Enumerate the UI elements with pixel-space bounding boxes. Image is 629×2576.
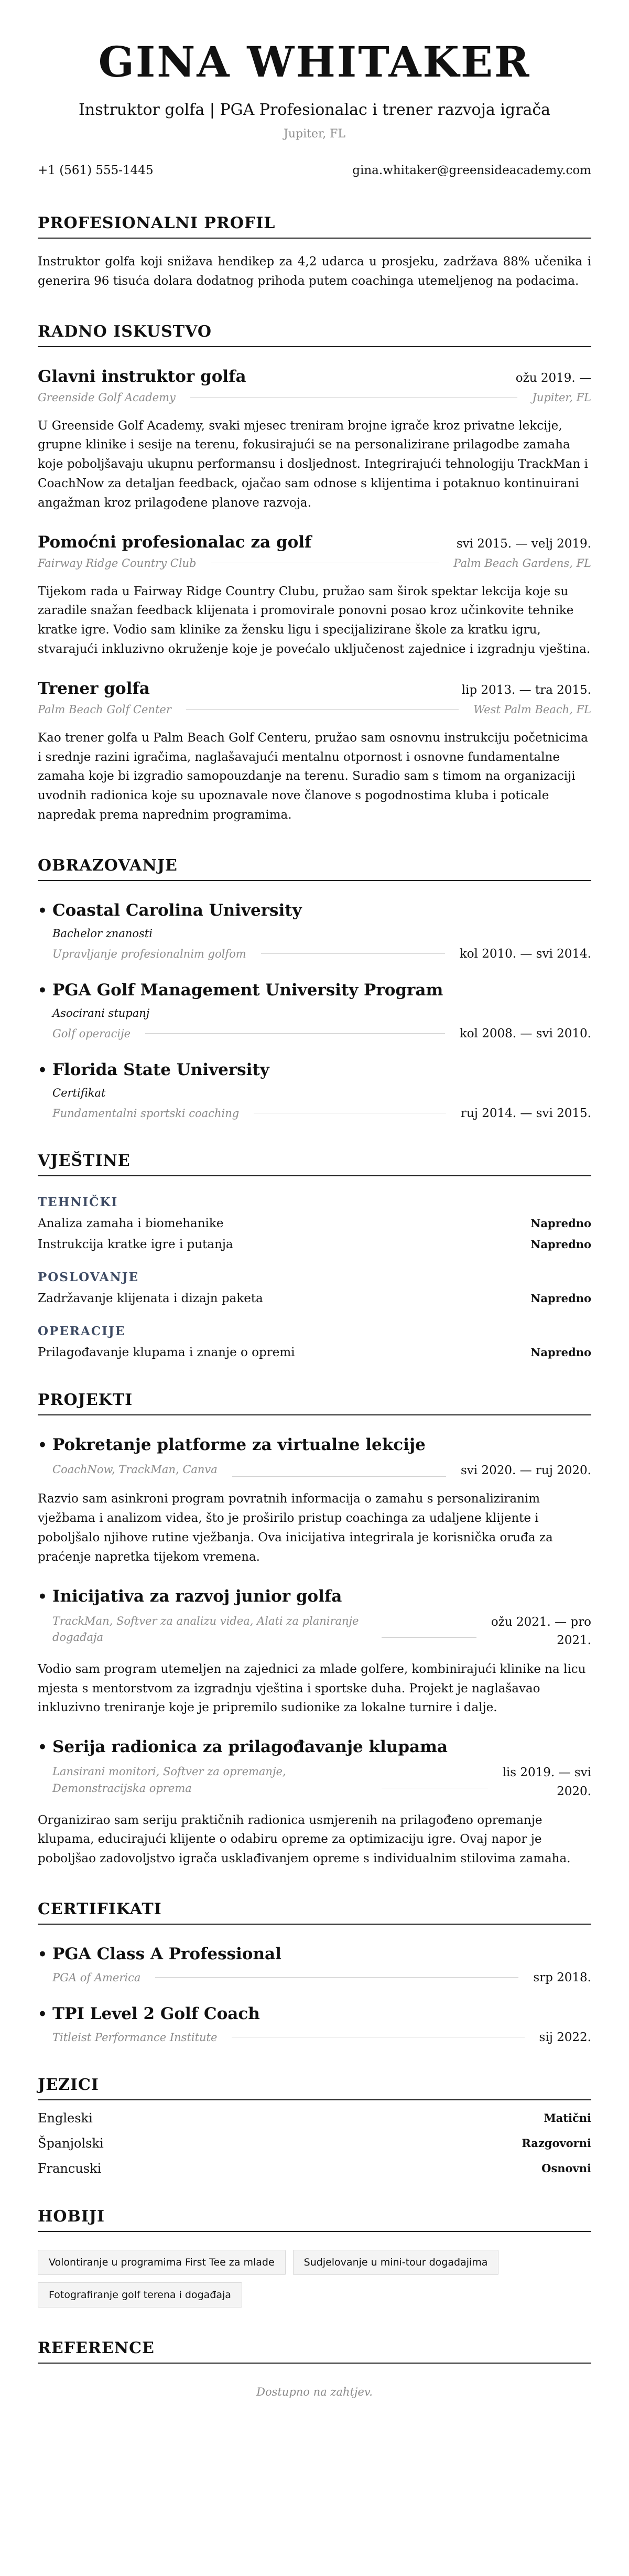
leader-line bbox=[145, 1033, 445, 1034]
candidate-name: GINA WHITAKER bbox=[98, 37, 531, 87]
skill-row bbox=[38, 1292, 591, 1305]
school-name: Coastal Carolina University bbox=[52, 900, 302, 920]
certificate-date: srp 2018. bbox=[533, 1970, 591, 1984]
job-entry bbox=[38, 679, 591, 825]
language-name: Španjolski bbox=[38, 2135, 104, 2151]
certificate-name: TPI Level 2 Golf Coach bbox=[52, 2004, 260, 2023]
skill-level: Napredno bbox=[530, 1291, 591, 1305]
education-date: kol 2008. — svi 2010. bbox=[459, 1026, 591, 1040]
education-entry bbox=[38, 981, 591, 1040]
project-date-line: 2021. bbox=[557, 1634, 591, 1648]
job-entry bbox=[38, 533, 591, 659]
leader-line bbox=[382, 1637, 476, 1638]
profile-section bbox=[38, 214, 591, 291]
bullet-icon: • bbox=[38, 1738, 47, 1756]
project-description: Organizirao sam seriju praktičnih radionica usmjerenih na prilagođeno opremanje klupama, educirajući klijente o odabiru opreme za optimizaciju igre. Ovaj napor je poboljšao zadovoljstvo igrača usklađivanjem opreme s individualnim stilovima zamaha. bbox=[38, 1813, 571, 1866]
leader-line bbox=[190, 397, 518, 398]
section-title: VJEŠTINE bbox=[38, 1152, 591, 1176]
job-date: svi 2015. — velj 2019. bbox=[456, 536, 591, 551]
job-company: Palm Beach Golf Center bbox=[38, 703, 171, 716]
candidate-title: Instruktor golfa | PGA Profesionalac i trener razvoja igrača bbox=[78, 101, 551, 119]
certificate-date: sij 2022. bbox=[539, 2030, 591, 2044]
project-entry bbox=[38, 1587, 591, 1718]
language-name: Engleski bbox=[38, 2110, 93, 2126]
project-entry bbox=[38, 1737, 591, 1869]
language-level: Matični bbox=[544, 2111, 591, 2125]
education-date: kol 2010. — svi 2014. bbox=[459, 947, 591, 961]
hobby-tag: Volontiranje u programima First Tee za mlade bbox=[38, 2250, 286, 2275]
field-of-study: Fundamentalni sportski coaching bbox=[52, 1107, 240, 1120]
skills-section bbox=[38, 1152, 591, 1359]
job-description: Tijekom rada u Fairway Ridge Country Clubu, pružao sam širok spektar lekcija koje su zaradile snažan feedback klijenata i promovirale ponovni posao kroz učinkovite tehnike kratke igre. Vodio sam klinike za žensku ligu i specijalizirane škole za kratku igru, stvarajući inkluzivno okruženje koje je povećalo uključenost zajednice i izgradnju vještina. bbox=[38, 584, 591, 656]
bullet-icon: • bbox=[38, 901, 47, 919]
certificates-section bbox=[38, 1900, 591, 2044]
project-description: Razvio sam asinkroni program povratnih informacija o zamahu s personaliziranim vježbama i analizom videa, što je proširilo pristup coachinga za udaljene klijente i poboljšalo njihove rutine vježbanja. Ova inicijativa integrirala je korisnička oruđa za praćenje napretka tijekom vremena. bbox=[38, 1492, 553, 1564]
section-title: OBRAZOVANJE bbox=[38, 856, 591, 881]
certificate-issuer: PGA of America bbox=[52, 1971, 141, 1984]
education-section bbox=[38, 856, 591, 1120]
section-title: JEZICI bbox=[38, 2076, 591, 2100]
certificate-entry bbox=[38, 1945, 591, 1984]
skill-name: Zadržavanje klijenata i dizajn paketa bbox=[38, 1291, 263, 1305]
job-location: West Palm Beach, FL bbox=[473, 703, 591, 716]
degree: Bachelor znanosti bbox=[52, 927, 153, 940]
project-title: Inicijativa za razvoj junior golfa bbox=[52, 1586, 342, 1606]
project-date-line: ožu 2021. — pro bbox=[491, 1615, 591, 1629]
references-text: Dostupno na zahtjev. bbox=[256, 2385, 373, 2398]
degree: Asocirani stupanj bbox=[52, 1006, 150, 1019]
job-title: Glavni instruktor golfa bbox=[38, 367, 246, 386]
skill-name: Analiza zamaha i biomehanike bbox=[38, 1216, 224, 1230]
languages-section bbox=[38, 2076, 591, 2176]
skill-level: Napredno bbox=[530, 1216, 591, 1230]
certificate-name: PGA Class A Professional bbox=[52, 1944, 281, 1963]
skill-row bbox=[38, 1238, 591, 1251]
project-date bbox=[491, 1613, 591, 1650]
phone-number: +1 (561) 555-1445 bbox=[38, 164, 154, 177]
skill-row bbox=[38, 1217, 591, 1230]
bullet-icon: • bbox=[38, 1945, 47, 1963]
project-tech: TrackMan, Softver za analizu videa, Alati za planiranje događaja bbox=[52, 1614, 359, 1644]
job-company: Fairway Ridge Country Club bbox=[38, 556, 197, 570]
section-title: PROJEKTI bbox=[38, 1391, 591, 1415]
project-entry bbox=[38, 1435, 591, 1567]
job-company: Greenside Golf Academy bbox=[38, 391, 176, 404]
education-date: ruj 2014. — svi 2015. bbox=[460, 1106, 591, 1120]
job-location: Jupiter, FL bbox=[532, 391, 591, 404]
language-level: Razgovorni bbox=[522, 2137, 591, 2150]
field-of-study: Upravljanje profesionalnim golfom bbox=[52, 947, 246, 960]
contact-row bbox=[38, 164, 591, 177]
project-date-line: 2020. bbox=[557, 1784, 591, 1798]
job-description: Kao trener golfa u Palm Beach Golf Centeru, pružao sam osnovnu instrukciju početnicima i srednje razini igračima, naglašavajući mentalnu otpornost i osnovne fundamentalne zamaha koje bi izgradio samopouzdanje na terenu. Suradio sam s timom na organizaciji uvodnih radionica koje su upoznavale nove članove s pogodnostima kluba i poticale napredak prema naprednim programima. bbox=[38, 731, 588, 822]
skill-row bbox=[38, 1346, 591, 1359]
language-row bbox=[38, 2161, 591, 2176]
leader-line bbox=[232, 1476, 446, 1477]
project-tech: Lansirani monitori, Softver za opremanje, Demonstracijska oprema bbox=[52, 1765, 286, 1795]
leader-line bbox=[186, 709, 459, 710]
project-description: Vodio sam program utemeljen na zajednici za mlade golfere, kombinirajući klinike na licu mjesta s mentorstvom za izgradnju vještina i sportske duha. Projekt je naglašavao inkluzivno treniranje koje je pripremilo sudionike za lokalne turnire i dalje. bbox=[38, 1662, 586, 1715]
certificate-entry bbox=[38, 2004, 591, 2044]
skill-category: OPERACIJE bbox=[38, 1324, 126, 1338]
candidate-location: Jupiter, FL bbox=[284, 127, 345, 141]
project-date-line: lis 2019. — svi bbox=[502, 1766, 591, 1780]
section-title: PROFESIONALNI PROFIL bbox=[38, 214, 591, 239]
email-address: gina.whitaker@greensideacademy.com bbox=[352, 164, 591, 177]
hobby-tag: Sudjelovanje u mini-tour događajima bbox=[293, 2250, 499, 2275]
hobbies-section bbox=[38, 2207, 591, 2307]
school-name: PGA Golf Management University Program bbox=[52, 980, 443, 1000]
bullet-icon: • bbox=[38, 2005, 47, 2023]
leader-line bbox=[261, 953, 445, 954]
job-location: Palm Beach Gardens, FL bbox=[453, 556, 591, 570]
education-entry bbox=[38, 1060, 591, 1120]
project-date bbox=[503, 1764, 591, 1801]
language-name: Francuski bbox=[38, 2161, 102, 2176]
profile-text: Instruktor golfa koji snižava hendikep za 4,2 udarca u prosjeku, zadržava 88% učenika i generira 96 tisuća dolara dodatnog prihoda putem coachinga utemeljenog na podacima. bbox=[38, 255, 591, 288]
job-title: Pomoćni profesionalac za golf bbox=[38, 532, 312, 552]
bullet-icon: • bbox=[38, 1061, 47, 1079]
job-entry bbox=[38, 367, 591, 513]
job-title: Trener golfa bbox=[38, 679, 150, 698]
certificate-issuer: Titleist Performance Institute bbox=[52, 2031, 218, 2044]
skill-category: POSLOVANJE bbox=[38, 1270, 139, 1284]
skill-level: Napredno bbox=[530, 1237, 591, 1251]
experience-section bbox=[38, 323, 591, 825]
bullet-icon: • bbox=[38, 1587, 47, 1605]
language-row bbox=[38, 2136, 591, 2151]
education-entry bbox=[38, 901, 591, 961]
hobby-tag: Fotografiranje golf terena i događaja bbox=[38, 2282, 242, 2307]
section-title: HOBIJI bbox=[38, 2207, 591, 2232]
job-date: lip 2013. — tra 2015. bbox=[461, 683, 591, 697]
projects-section bbox=[38, 1391, 591, 1869]
project-title: Serija radionica za prilagođavanje klupama bbox=[52, 1737, 448, 1757]
field-of-study: Golf operacije bbox=[52, 1027, 131, 1040]
language-row bbox=[38, 2111, 591, 2126]
references-section bbox=[38, 2339, 591, 2398]
degree: Certifikat bbox=[52, 1086, 106, 1099]
project-date bbox=[461, 1462, 591, 1480]
hobby-tags bbox=[38, 2250, 562, 2307]
leader-line bbox=[155, 1977, 518, 1978]
project-date-line: svi 2020. — ruj 2020. bbox=[460, 1463, 591, 1477]
language-level: Osnovni bbox=[541, 2162, 591, 2175]
project-title: Pokretanje platforme za virtualne lekcije bbox=[52, 1435, 426, 1454]
school-name: Florida State University bbox=[52, 1060, 269, 1079]
job-date: ožu 2019. — bbox=[515, 371, 591, 385]
skill-name: Prilagođavanje klupama i znanje o opremi bbox=[38, 1345, 295, 1359]
bottom-spacer bbox=[38, 2398, 591, 2440]
job-description: U Greenside Golf Academy, svaki mjesec treniram brojne igrače kroz privatne lekcije, grupne klinike i sesije na terenu, fokusirajući se na personalizirane prilagodbe zamaha koje poboljšavaju ukupnu performansu i dosljednost. Integrirajući tehnologiju TrackMan i CoachNow za detaljan feedback, ojačao sam odnose s klijentima i potaknuo kontinuirani angažman kroz prilagođene planove razvoja. bbox=[38, 418, 588, 510]
section-title: RADNO ISKUSTVO bbox=[38, 323, 591, 347]
resume-header bbox=[38, 0, 591, 141]
skill-category: TEHNIČKI bbox=[38, 1195, 118, 1209]
skill-level: Napredno bbox=[530, 1345, 591, 1359]
section-title: CERTIFIKATI bbox=[38, 1900, 591, 1925]
project-tech: CoachNow, TrackMan, Canva bbox=[52, 1463, 218, 1476]
section-title: REFERENCE bbox=[38, 2339, 591, 2364]
bullet-icon: • bbox=[38, 1436, 47, 1454]
skill-name: Instrukcija kratke igre i putanja bbox=[38, 1237, 233, 1251]
bullet-icon: • bbox=[38, 981, 47, 999]
